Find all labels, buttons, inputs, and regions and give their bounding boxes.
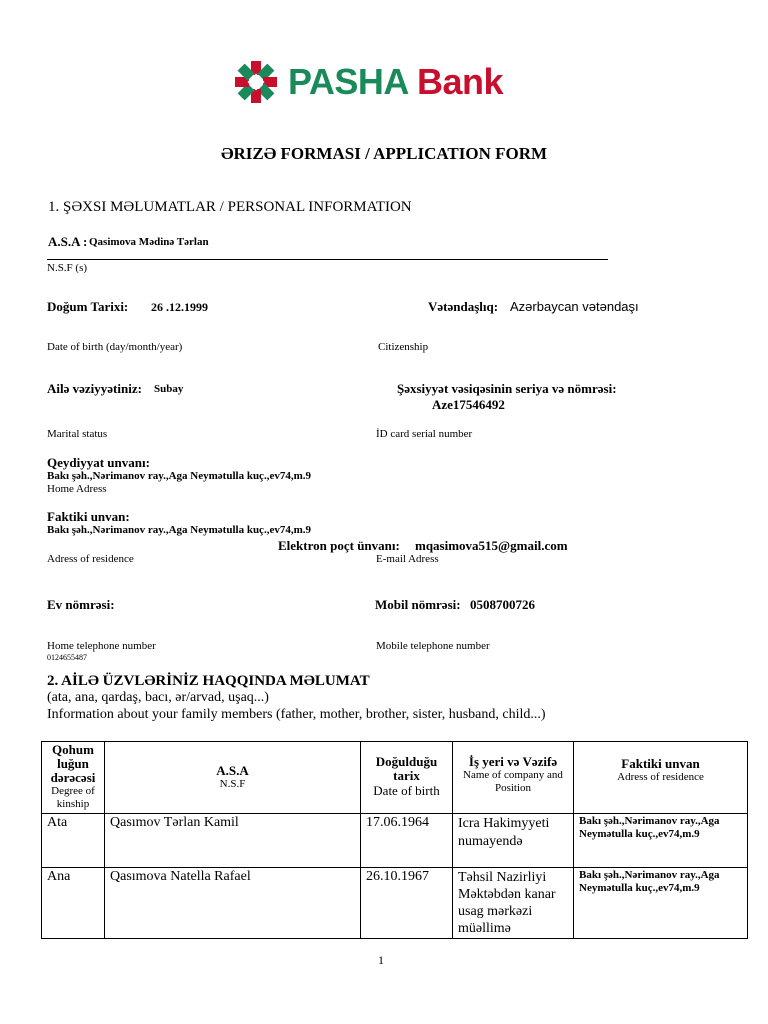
header-dob — [361, 742, 453, 814]
pasha-logo-icon — [234, 60, 278, 104]
home-phone-label-en: Home telephone number — [47, 640, 156, 652]
email-label-en: E-mail Adress — [376, 553, 439, 565]
section2-subtitle-az: (ata, ana, qardaş, bacı, ər/arvad, uşaq...) — [47, 690, 269, 705]
row-address: Bakı şəh.,Nərimanov ray.,Aga Neymətulla kuç.,ev74,m.9 — [574, 814, 748, 868]
marital-value: Subay — [154, 383, 184, 395]
row-job: Təhsil Nazirliyi Məktəbdən kanar usag mərkəzi müəllimə — [453, 868, 574, 939]
pasha-bank-logo — [234, 58, 503, 106]
section1-heading: 1. ŞƏXSI MƏLUMATLAR / PERSONAL INFORMATION — [48, 199, 412, 215]
birth-value: 26 .12.1999 — [151, 300, 208, 314]
logo-word-bank: Bank — [417, 61, 504, 102]
mobile-label: Mobil nömrəsi: — [375, 597, 461, 612]
row-address: Bakı şəh.,Nərimanov ray.,Aga Neymətulla kuç.,ev74,m.9 — [574, 868, 748, 939]
citizenship-value: Azərbaycan vətəndaşı — [510, 299, 639, 314]
header-dob-en: Date of birth — [373, 783, 440, 798]
id-value: Aze17546492 — [432, 397, 505, 412]
marital-label-en: Marital status — [47, 428, 108, 440]
marital-label: Ailə vəziyyətiniz: — [47, 381, 142, 396]
actual-address-label: Faktiki unvan: — [47, 509, 130, 524]
citizenship-label-en: Citizenship — [378, 341, 429, 353]
row-name: Qasımova Natella Rafael — [105, 868, 361, 939]
header-job-en: Name of company and Position — [463, 769, 563, 794]
email-label: Elektron poçt ünvanı: — [278, 538, 400, 553]
id-label-en: İD card serial number — [376, 428, 473, 440]
row-dob: 26.10.1967 — [361, 868, 453, 939]
actual-address-value: Bakı şəh.,Nərimanov ray.,Aga Neymətulla kuç.,ev74,m.9 — [47, 524, 311, 536]
asa-value: Qasimova Mədinə Tərlan — [89, 236, 209, 248]
table-row — [42, 868, 748, 939]
header-name-az: A.S.A — [216, 763, 249, 778]
header-job — [453, 742, 574, 814]
mobile-value: 0508700726 — [470, 597, 535, 612]
email-value: mqasimova515@gmail.com — [415, 538, 568, 553]
table-header-row — [42, 742, 748, 814]
reg-address-label: Qeydiyyat unvanı: — [47, 455, 150, 470]
row-job: Icra Hakimyyeti numayendə — [453, 814, 574, 868]
header-address — [574, 742, 748, 814]
row-degree: Ata — [42, 814, 105, 868]
header-name-en: N.S.F — [219, 778, 246, 790]
row-dob: 17.06.1964 — [361, 814, 453, 868]
mobile-label-en: Mobile telephone number — [376, 640, 490, 652]
nsf-label: N.S.F (s) — [47, 262, 88, 274]
asa-label: A.S.A : — [48, 234, 88, 249]
header-address-en: Adress of residence — [617, 771, 704, 783]
header-name — [105, 742, 361, 814]
home-phone-value: 0124655487 — [47, 653, 87, 662]
header-address-az: Faktiki unvan — [621, 756, 700, 771]
row-name: Qasımov Tərlan Kamil — [105, 814, 361, 868]
header-degree-az: Qohum luğun dərəcəsi — [50, 742, 96, 785]
birth-label: Doğum Tarixi: — [47, 299, 129, 314]
citizenship-label: Vətəndaşlıq: — [428, 299, 499, 314]
asa-underline — [47, 259, 608, 260]
table-row — [42, 814, 748, 868]
header-dob-az: Doğulduğu tarix — [375, 754, 438, 783]
reg-address-label-en: Home Adress — [47, 483, 107, 495]
logo-word-pasha: PASHA — [288, 61, 408, 102]
header-degree-en: Degree of kinship — [51, 785, 95, 810]
actual-address-label-en: Adress of residence — [47, 553, 134, 565]
id-label: Şəxsiyyət vəsiqəsinin seriya və nömrəsi: — [397, 381, 617, 396]
birth-label-en: Date of birth (day/month/year) — [47, 341, 183, 353]
section2-subtitle-en: Information about your family members (father, mother, brother, sister, husband, child...) — [47, 707, 546, 722]
home-phone-label: Ev nömrəsi: — [47, 597, 115, 612]
page-number: 1 — [378, 953, 384, 967]
header-degree — [42, 742, 105, 814]
section2-heading: 2. AİLƏ ÜZVLƏRİNİZ HAQQINDA MƏLUMAT — [47, 673, 370, 689]
form-title: ƏRIZƏ FORMASI / APPLICATION FORM — [220, 144, 548, 163]
family-members-table — [41, 741, 748, 939]
header-job-az: İş yeri və Vəzifə — [468, 754, 558, 769]
reg-address-value: Bakı şəh.,Nərimanov ray.,Aga Neymətulla kuç.,ev74,m.9 — [47, 470, 311, 482]
row-degree: Ana — [42, 868, 105, 939]
